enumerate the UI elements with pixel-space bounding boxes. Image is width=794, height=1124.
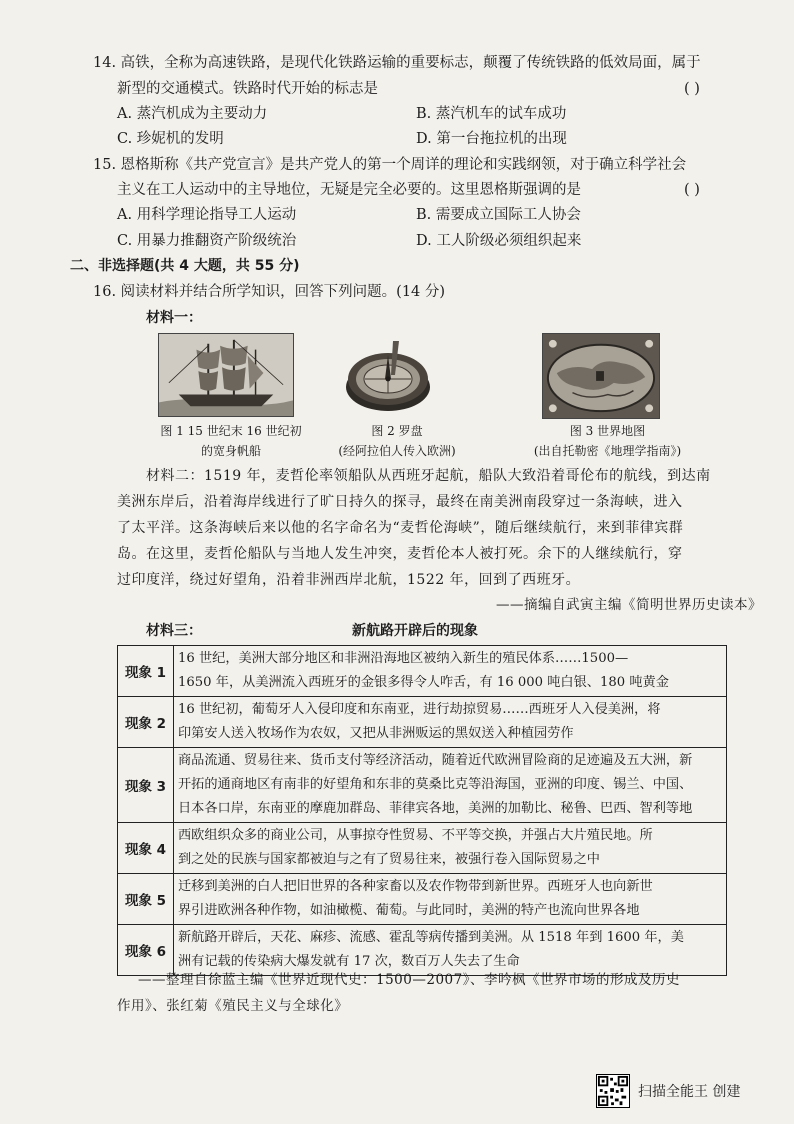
figure-3-caption-line1: 图 3 世界地图 [569, 424, 646, 438]
figure-1-ship-image [158, 333, 294, 417]
table-row [118, 925, 727, 976]
q15-stem-line2: 主义在工人运动中的主导地位，无疑是完全必要的。这里恩格斯强调的是 [117, 182, 581, 198]
material-2-line: 材料二：1519 年，麦哲伦率领船队从西班牙起航，船队大致沿着哥伦布的航线，到达南 [146, 468, 711, 484]
row-content [174, 925, 727, 976]
q15-stem-line1: 15. 恩格斯称《共产党宣言》是共产党人的第一个周详的理论和实践纲领，对于确立科学社会 [93, 157, 687, 173]
row-line: 到之处的民族与国家都被迫与之有了贸易往来，被强行卷入国际贸易之中 [178, 852, 600, 867]
table-row [118, 646, 727, 697]
q14-stem-line1: 14. 高铁，全称为高速铁路，是现代化铁路运输的重要标志，颠覆了传统铁路的低效局面，属于 [93, 55, 701, 71]
row-line: 印第安人送入牧场作为农奴，又把从非洲贩运的黑奴送入种植园劳作 [178, 726, 574, 741]
q15-answer-paren: ( ) [684, 182, 700, 198]
scanner-watermark [596, 1074, 740, 1108]
table-row [118, 748, 727, 823]
figure-3-caption-line2: (出自托勒密《地理学指南》) [533, 444, 682, 458]
figure-2-caption-line2: (经阿拉伯人传入欧洲) [338, 444, 456, 458]
phenomena-table [117, 645, 727, 976]
q14-option-a: A. 蒸汽机成为主要动力 [117, 106, 268, 122]
row-line: 开拓的通商地区有南非的好望角和东非的莫桑比克等沿海国，亚洲的印度、锡兰、中国、 [178, 777, 693, 792]
row-key: 现象 1 [118, 646, 174, 697]
material-2-line: 了太平洋。这条海峡后来以他的名字命名为“麦哲伦海峡”，随后继续航行，来到菲律宾群 [117, 520, 684, 536]
q14-answer-paren: ( ) [684, 81, 700, 97]
figure-2-compass-image [343, 335, 433, 417]
row-line: 商品流通、贸易往来、货币支付等经济活动，随着近代欧洲冒险商的足迹遍及五大洲，新 [178, 753, 693, 768]
q15-option-b: B. 需要成立国际工人协会 [416, 207, 581, 223]
q16-stem: 16. 阅读材料并结合所学知识，回答下列问题。(14 分) [93, 284, 446, 300]
q15-option-a: A. 用科学理论指导工人运动 [117, 207, 297, 223]
figure-2-caption-line1: 图 2 罗盘 [371, 424, 423, 438]
row-line: 界引进欧洲各种作物，如油橄榄、葡萄。与此同时，美洲的特产也流向世界各地 [178, 903, 640, 918]
material-1-label: 材料一： [146, 310, 202, 326]
row-line: 1650 年，从美洲流入西班牙的金银多得令人咋舌，有 16 000 吨白银、180 吨黄金 [178, 675, 669, 690]
row-line: 日本各口岸，东南亚的摩鹿加群岛、菲律宾各地，美洲的加勒比、秘鲁、巴西、智利等地 [178, 801, 693, 816]
row-content [174, 823, 727, 874]
q14-option-b: B. 蒸汽机车的试车成功 [416, 106, 567, 122]
figure-1-caption-line2: 的宽身帆船 [200, 444, 261, 458]
q14-option-c: C. 珍妮机的发明 [117, 131, 224, 147]
row-line: 16 世纪，美洲大部分地区和非洲沿海地区被纳入新生的殖民体系……1500— [178, 651, 629, 666]
row-key: 现象 4 [118, 823, 174, 874]
row-key: 现象 3 [118, 748, 174, 823]
table-row [118, 697, 727, 748]
row-key: 现象 5 [118, 874, 174, 925]
q14-option-d: D. 第一台拖拉机的出现 [416, 131, 567, 147]
table-row [118, 874, 727, 925]
material-2-line: 过印度洋，绕过好望角，沿着非洲西岸北航，1522 年，回到了西班牙。 [117, 572, 581, 588]
material-3-label: 材料三： [146, 623, 202, 639]
row-line: 洲有记载的传染病大爆发就有 17 次，数百万人失去了生命 [178, 954, 520, 969]
row-line: 16 世纪初，葡萄牙人入侵印度和东南亚，进行劫掠贸易……西班牙人入侵美洲，将 [178, 702, 661, 717]
material-2-line: 美洲东岸后，沿着海岸线进行了旷日持久的探寻，最终在南美洲南段穿过一条海峡，进入 [117, 494, 683, 510]
row-content [174, 697, 727, 748]
q15-option-c: C. 用暴力推翻资产阶级统治 [117, 233, 297, 249]
material-3-source-line1: ——整理自徐蓝主编《世界近现代史：1500—2007》、李吟枫《世界市场的形成及历史 [138, 972, 680, 988]
row-content [174, 874, 727, 925]
row-key: 现象 6 [118, 925, 174, 976]
row-key: 现象 2 [118, 697, 174, 748]
row-line: 西欧组织众多的商业公司，从事掠夺性贸易、不平等交换，并强占大片殖民地。所 [178, 828, 653, 843]
row-line: 迁移到美洲的白人把旧世界的各种家畜以及农作物带到新世界。西班牙人也向新世 [178, 879, 653, 894]
material-2-line: 岛。在这里，麦哲伦船队与当地人发生冲突，麦哲伦本人被打死。余下的人继续航行，穿 [117, 546, 683, 562]
figure-1-caption-line1: 图 1 15 世纪末 16 世纪初 [160, 424, 302, 438]
scanner-label: 扫描全能王 创建 [638, 1084, 741, 1100]
figure-3-world-map-image [542, 333, 660, 419]
qr-code-icon [596, 1074, 630, 1108]
material-3-source-line2: 作用》、张红菊《殖民主义与全球化》 [117, 998, 349, 1014]
section-heading: 二、非选择题(共 4 大题，共 55 分) [70, 258, 300, 274]
q15-option-d: D. 工人阶级必须组织起来 [416, 233, 582, 249]
material-3-table-title: 新航路开辟后的现象 [352, 623, 478, 639]
row-content [174, 748, 727, 823]
row-content [174, 646, 727, 697]
material-2-source: ——摘编自武寅主编《简明世界历史读本》 [496, 597, 762, 613]
table-row [118, 823, 727, 874]
row-line: 新航路开辟后，天花、麻疹、流感、霍乱等病传播到美洲。从 1518 年到 1600 年，美 [178, 930, 684, 945]
q14-stem-line2: 新型的交通模式。铁路时代开始的标志是 [117, 81, 378, 97]
